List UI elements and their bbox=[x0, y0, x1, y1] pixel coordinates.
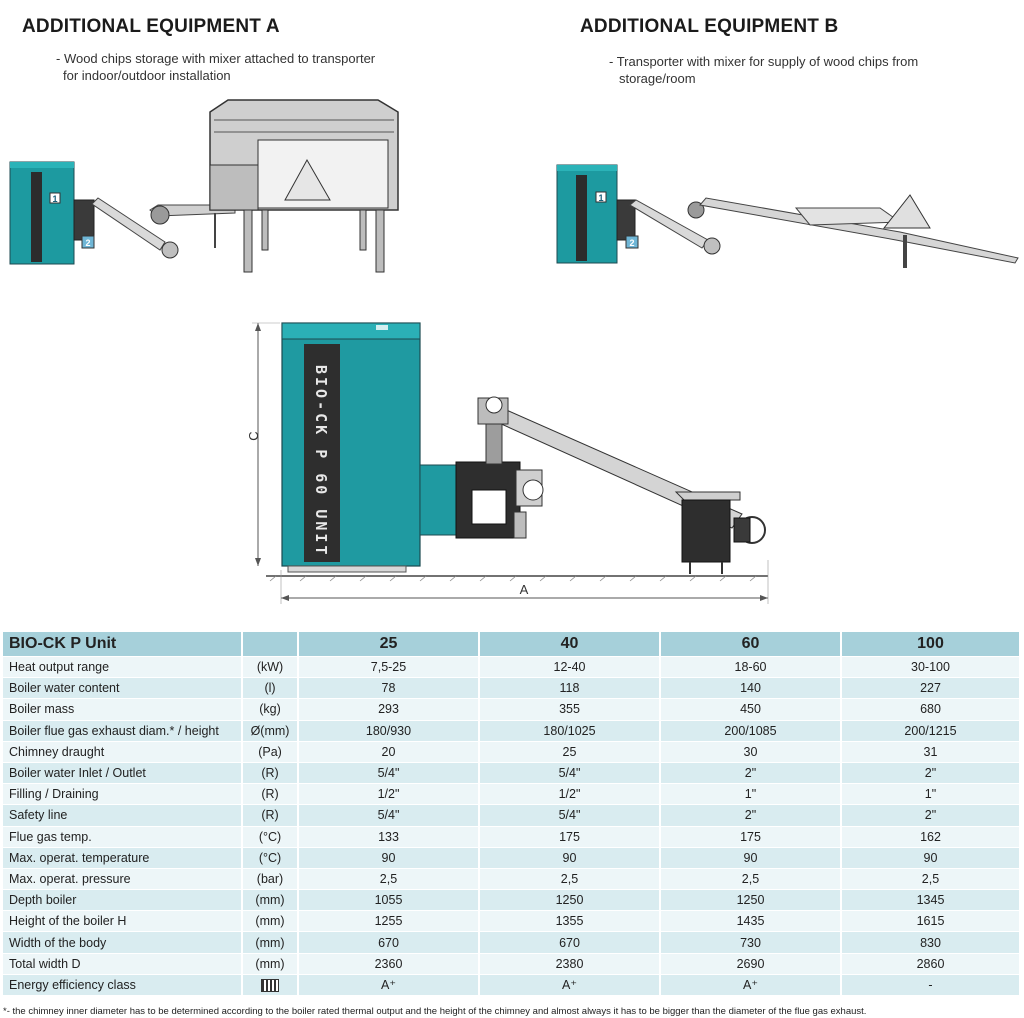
row-label: Boiler mass bbox=[3, 699, 243, 720]
table-row bbox=[3, 763, 1021, 784]
equipment-b-desc-line1: - Transporter with mixer for supply of wood chips from bbox=[609, 54, 919, 69]
row-value: 2" bbox=[842, 763, 1021, 784]
row-value: 2,5 bbox=[842, 869, 1021, 890]
model-100-header: 100 bbox=[842, 632, 1021, 657]
table-row bbox=[3, 721, 1021, 742]
row-value: 162 bbox=[842, 827, 1021, 848]
row-value: 293 bbox=[299, 699, 480, 720]
row-value: 1355 bbox=[480, 911, 661, 932]
table-row bbox=[3, 827, 1021, 848]
row-value: 670 bbox=[299, 932, 480, 953]
row-label: Chimney draught bbox=[3, 742, 243, 763]
row-unit bbox=[243, 975, 299, 996]
table-row bbox=[3, 890, 1021, 911]
row-unit: (Pa) bbox=[243, 742, 299, 763]
row-label: Flue gas temp. bbox=[3, 827, 243, 848]
row-unit: (mm) bbox=[243, 911, 299, 932]
row-value: 1435 bbox=[661, 911, 842, 932]
row-label: Boiler flue gas exhaust diam.* / height bbox=[3, 721, 243, 742]
main-boiler-drawing bbox=[246, 323, 768, 604]
row-value: 90 bbox=[299, 848, 480, 869]
row-value: 2360 bbox=[299, 954, 480, 975]
dimension-a-label: A bbox=[519, 582, 529, 597]
row-value: 90 bbox=[661, 848, 842, 869]
table-row bbox=[3, 911, 1021, 932]
row-unit: (mm) bbox=[243, 954, 299, 975]
row-value: 1250 bbox=[661, 890, 842, 911]
row-value: 2" bbox=[661, 805, 842, 826]
row-value: 18-60 bbox=[661, 657, 842, 678]
row-value: 7,5-25 bbox=[299, 657, 480, 678]
table-row bbox=[3, 954, 1021, 975]
row-label: Filling / Draining bbox=[3, 784, 243, 805]
table-row bbox=[3, 699, 1021, 720]
row-value: 1" bbox=[842, 784, 1021, 805]
row-unit: (°C) bbox=[243, 827, 299, 848]
row-value: 2,5 bbox=[661, 869, 842, 890]
row-label: Max. operat. pressure bbox=[3, 869, 243, 890]
table-row bbox=[3, 678, 1021, 699]
row-value: 1615 bbox=[842, 911, 1021, 932]
row-value: 2860 bbox=[842, 954, 1021, 975]
row-value: 680 bbox=[842, 699, 1021, 720]
row-value: 1345 bbox=[842, 890, 1021, 911]
row-value: 25 bbox=[480, 742, 661, 763]
row-label: Energy efficiency class bbox=[3, 975, 243, 996]
product-name: BIO-CK P Unit bbox=[3, 632, 243, 657]
row-value: 730 bbox=[661, 932, 842, 953]
table-row bbox=[3, 784, 1021, 805]
row-value: 200/1215 bbox=[842, 721, 1021, 742]
row-value: 90 bbox=[480, 848, 661, 869]
row-value: 355 bbox=[480, 699, 661, 720]
row-value: 1255 bbox=[299, 911, 480, 932]
boiler-model-text: BIO-CK P 60 UNIT bbox=[312, 365, 330, 558]
row-value: 1055 bbox=[299, 890, 480, 911]
row-unit: (l) bbox=[243, 678, 299, 699]
row-value: 78 bbox=[299, 678, 480, 699]
row-unit: (R) bbox=[243, 763, 299, 784]
row-label: Total width D bbox=[3, 954, 243, 975]
row-value: 90 bbox=[842, 848, 1021, 869]
row-unit: (mm) bbox=[243, 890, 299, 911]
row-unit: (°C) bbox=[243, 848, 299, 869]
equipment-a-illustration bbox=[10, 100, 398, 272]
row-value: 118 bbox=[480, 678, 661, 699]
row-value: 175 bbox=[661, 827, 842, 848]
row-value: 2690 bbox=[661, 954, 842, 975]
row-value: 2" bbox=[661, 763, 842, 784]
row-label: Boiler water Inlet / Outlet bbox=[3, 763, 243, 784]
equipment-b-title: ADDITIONAL EQUIPMENT B bbox=[580, 16, 839, 37]
row-value: 1" bbox=[661, 784, 842, 805]
table-row bbox=[3, 932, 1021, 953]
equipment-a-label-1: 1 bbox=[52, 194, 58, 204]
model-60-header: 60 bbox=[661, 632, 842, 657]
row-label: Width of the body bbox=[3, 932, 243, 953]
table-row bbox=[3, 805, 1021, 826]
row-label: Safety line bbox=[3, 805, 243, 826]
equipment-a-label-2: 2 bbox=[85, 238, 91, 248]
energy-label-icon bbox=[261, 979, 279, 992]
row-value: 180/1025 bbox=[480, 721, 661, 742]
row-value: - bbox=[842, 975, 1021, 996]
row-value: 175 bbox=[480, 827, 661, 848]
equipment-b-label-2: 2 bbox=[629, 238, 635, 248]
equipment-b-illustration bbox=[557, 165, 1018, 268]
row-value: 30 bbox=[661, 742, 842, 763]
row-value: 2,5 bbox=[480, 869, 661, 890]
row-value: 12-40 bbox=[480, 657, 661, 678]
row-value: 31 bbox=[842, 742, 1021, 763]
table-row bbox=[3, 848, 1021, 869]
row-value: A⁺ bbox=[661, 975, 842, 996]
row-value: 20 bbox=[299, 742, 480, 763]
equipment-a-desc-line2: for indoor/outdoor installation bbox=[63, 68, 231, 83]
row-value: 450 bbox=[661, 699, 842, 720]
row-value: 5/4" bbox=[299, 763, 480, 784]
row-unit: Ø(mm) bbox=[243, 721, 299, 742]
footnote: *- the chimney inner diameter has to be determined according to the boiler rated thermal output and the height of the chimney and almost always it has to be bigger than the diameter of the flue gas exhaust. bbox=[3, 1006, 867, 1017]
row-label: Boiler water content bbox=[3, 678, 243, 699]
row-value: 227 bbox=[842, 678, 1021, 699]
row-unit: (mm) bbox=[243, 932, 299, 953]
row-label: Height of the boiler H bbox=[3, 911, 243, 932]
equipment-b-desc-line2: storage/room bbox=[619, 71, 696, 86]
row-value: 1250 bbox=[480, 890, 661, 911]
row-value: 1/2" bbox=[480, 784, 661, 805]
row-value: 670 bbox=[480, 932, 661, 953]
technical-data-table bbox=[3, 632, 1021, 996]
row-value: 30-100 bbox=[842, 657, 1021, 678]
model-25-header: 25 bbox=[299, 632, 480, 657]
row-value: 5/4" bbox=[480, 805, 661, 826]
equipment-a-desc-line1: - Wood chips storage with mixer attached to transporter bbox=[56, 51, 376, 66]
table-row bbox=[3, 742, 1021, 763]
row-value: A⁺ bbox=[299, 975, 480, 996]
table-row bbox=[3, 975, 1021, 996]
row-unit: (kg) bbox=[243, 699, 299, 720]
row-value: 2,5 bbox=[299, 869, 480, 890]
dimension-c-label: C bbox=[246, 431, 261, 441]
row-value: A⁺ bbox=[480, 975, 661, 996]
row-value: 180/930 bbox=[299, 721, 480, 742]
equipment-b-label-1: 1 bbox=[598, 193, 604, 203]
row-unit: (kW) bbox=[243, 657, 299, 678]
row-value: 830 bbox=[842, 932, 1021, 953]
row-value: 2" bbox=[842, 805, 1021, 826]
row-value: 5/4" bbox=[299, 805, 480, 826]
row-value: 133 bbox=[299, 827, 480, 848]
equipment-a-title: ADDITIONAL EQUIPMENT A bbox=[22, 16, 280, 37]
row-label: Heat output range bbox=[3, 657, 243, 678]
row-value: 2380 bbox=[480, 954, 661, 975]
table-row bbox=[3, 869, 1021, 890]
model-40-header: 40 bbox=[480, 632, 661, 657]
row-unit: (R) bbox=[243, 784, 299, 805]
row-unit: (bar) bbox=[243, 869, 299, 890]
row-label: Max. operat. temperature bbox=[3, 848, 243, 869]
row-value: 140 bbox=[661, 678, 842, 699]
row-value: 200/1085 bbox=[661, 721, 842, 742]
table-row bbox=[3, 657, 1021, 678]
row-value: 1/2" bbox=[299, 784, 480, 805]
row-unit: (R) bbox=[243, 805, 299, 826]
row-label: Depth boiler bbox=[3, 890, 243, 911]
row-value: 5/4" bbox=[480, 763, 661, 784]
table-header-row bbox=[3, 632, 1021, 657]
